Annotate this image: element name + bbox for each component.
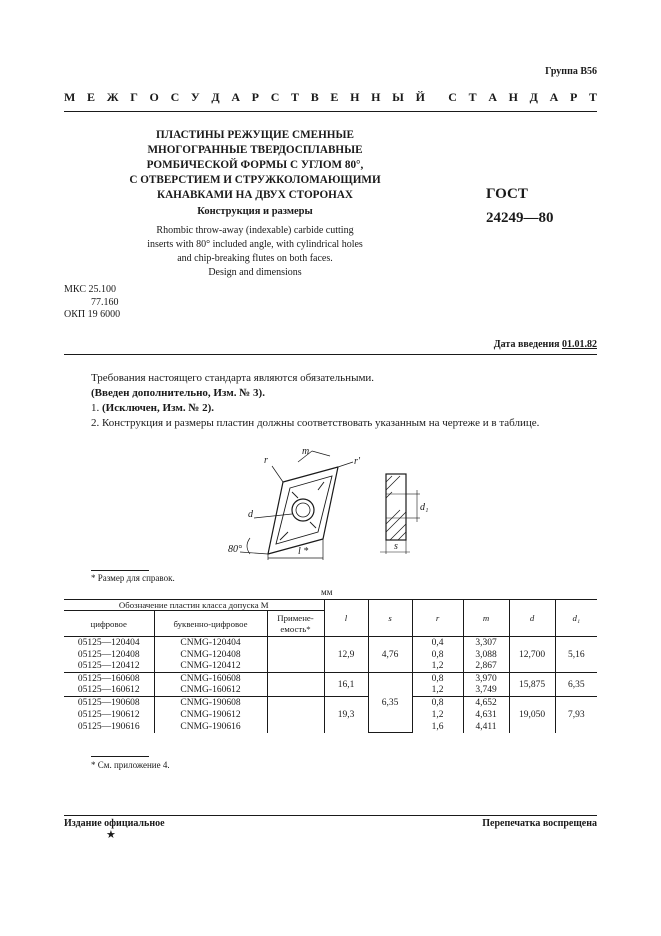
banner-letter: Й <box>415 90 425 104</box>
cell-d: 15,875 <box>509 673 555 697</box>
gost-label: ГОСТ <box>486 186 528 202</box>
label-r-prime: r' <box>354 456 361 467</box>
label-d: d <box>248 509 253 520</box>
cell-r: 0,8 <box>412 649 463 661</box>
cell-applicability <box>267 673 324 685</box>
banner-letter: Н <box>508 90 518 104</box>
cell-alnum: CNMG-120412 <box>154 661 267 673</box>
cell-digital: 05125—160608 <box>77 673 140 684</box>
cell-alnum: CNMG-190616 <box>154 721 267 733</box>
cell-digital: 05125—120404 <box>77 637 140 648</box>
label-angle: 80° <box>228 544 242 555</box>
paragraph-item-1 <box>91 402 214 414</box>
banner-letter: Ы <box>392 90 404 104</box>
footnote-size-ref: * Размер для справок. <box>91 573 175 583</box>
cell-l: 19,3 <box>324 697 368 733</box>
cell-r: 1,2 <box>412 661 463 673</box>
banner-letter: С <box>170 90 180 104</box>
cell-m: 4,411 <box>463 721 509 733</box>
gost-number: 24249—80 <box>486 210 554 226</box>
dimensions-table <box>64 599 597 733</box>
paragraph-mandatory: Требования настоящего стандарта являются обязательными. <box>91 372 375 384</box>
insert-outline <box>268 467 338 554</box>
cell-digital: 05125—160612 <box>64 685 154 697</box>
banner-letter: С <box>270 90 280 104</box>
footnote-appendix: * См. приложение 4. <box>91 760 170 770</box>
table-row <box>64 673 597 685</box>
okp-code: ОКП 19 6000 <box>64 309 121 320</box>
label-l: l * <box>298 546 309 557</box>
intro-date <box>494 339 597 350</box>
standard-banner <box>64 90 597 105</box>
banner-letter: Ж <box>106 90 119 104</box>
banner-letter: Г <box>130 90 138 104</box>
paragraph-item-2: 2. Конструкция и размеры пластин должны соответствовать указанным на чертеже и в таблице. <box>91 417 540 429</box>
insert-side-view <box>386 474 406 540</box>
banner-letter: Д <box>529 90 538 104</box>
cell-applicability <box>267 637 324 649</box>
header-d: d <box>509 600 555 637</box>
cell-r: 1,2 <box>412 685 463 697</box>
cell-l: 16,1 <box>324 673 368 697</box>
cell-digital: 05125—190616 <box>77 721 140 732</box>
label-d1: d₁ <box>420 502 429 513</box>
banner-letter: А <box>549 90 559 104</box>
banner-rule <box>64 111 597 112</box>
cell-m: 3,088 <box>463 649 509 661</box>
banner-letter: Д <box>211 90 220 104</box>
cell-r: 0,4 <box>412 637 463 649</box>
banner-letter: Н <box>371 90 381 104</box>
banner-letter: Е <box>87 90 96 104</box>
cell-d: 12,700 <box>509 637 555 673</box>
cell-l: 12,9 <box>324 637 368 673</box>
intro-date-value: 01.01.82 <box>562 339 597 350</box>
reprint-notice: Перепечатка воспрещена <box>482 818 597 829</box>
label-m: m <box>302 446 310 457</box>
cell-m: 4,631 <box>463 709 509 721</box>
star-icon: ★ <box>106 829 116 841</box>
cell-applicability <box>267 685 324 697</box>
title-line: С ОТВЕРСТИЕМ И СТРУЖКОЛОМАЮЩИМИ <box>129 174 381 186</box>
cell-r: 0,8 <box>412 673 463 685</box>
table-row <box>64 637 597 649</box>
cell-m: 4,652 <box>463 697 509 709</box>
english-line: Rhombic throw-away (indexable) carbide cutting <box>156 225 354 236</box>
official-edition: Издание официальное <box>64 818 165 829</box>
cell-m: 3,749 <box>463 685 509 697</box>
insert-drawing <box>220 442 450 564</box>
cell-alnum: CNMG-120404 <box>154 637 267 649</box>
cell-alnum: CNMG-160608 <box>154 673 267 685</box>
paragraph-amendment: (Введен дополнительно, Изм. № 3). <box>91 387 265 399</box>
cell-digital: 05125—190612 <box>77 709 140 720</box>
cell-d1: 5,16 <box>555 637 597 673</box>
cell-d1: 7,93 <box>555 697 597 733</box>
cell-r: 1,2 <box>412 709 463 721</box>
title-line: РОМБИЧЕСКОЙ ФОРМЫ С УГЛОМ 80°, <box>146 159 364 171</box>
header-applicability: Примене- емость* <box>267 611 324 637</box>
header-l: l <box>324 600 368 637</box>
header-s: s <box>368 600 412 637</box>
cell-m: 2,867 <box>463 661 509 673</box>
banner-letter: А <box>488 90 497 104</box>
classification-codes <box>64 284 120 322</box>
banner-letter: Р <box>569 90 578 104</box>
cell-r: 0,8 <box>412 697 463 709</box>
chip-breaker-lines <box>280 482 324 540</box>
header-d1: d₁ <box>555 600 597 637</box>
title-line: КАНАВКАМИ НА ДВУХ СТОРОНАХ <box>156 189 354 201</box>
title-line: МНОГОГРАННЫЕ ТВЕРДОСПЛАВНЫЕ <box>147 144 363 156</box>
unit-label: мм <box>321 587 333 597</box>
english-line: inserts with 80° included angle, with cylindrical holes <box>147 239 363 250</box>
header-designation: Обозначение пластин класса допуска М <box>64 600 324 611</box>
banner-letter: Т <box>588 90 597 104</box>
group-code: Группа В56 <box>545 66 597 77</box>
header-digital: цифровое <box>64 611 154 637</box>
item-1-number: 1. <box>91 402 100 414</box>
insert-hole <box>292 499 314 521</box>
english-line: and chip-breaking flutes on both faces. <box>177 253 333 264</box>
intro-date-label: Дата введения <box>493 339 560 350</box>
header-m: m <box>463 600 509 637</box>
item-1-text: (Исключен, Изм. № 2). <box>102 402 215 414</box>
english-title <box>120 224 390 280</box>
cell-alnum: CNMG-190612 <box>154 709 267 721</box>
cell-digital: 05125—190608 <box>77 697 140 708</box>
side-view-hatching <box>386 476 406 540</box>
table-row <box>64 697 597 709</box>
cell-alnum: CNMG-190608 <box>154 697 267 709</box>
cell-applicability <box>267 649 324 661</box>
footer-rule <box>64 815 597 816</box>
banner-letter: Н <box>350 90 360 104</box>
mks-code: МКС 25.100 <box>64 284 116 295</box>
date-rule <box>64 354 597 355</box>
header-r: r <box>412 600 463 637</box>
cell-digital: 05125—120408 <box>77 649 140 660</box>
banner-letter: Е <box>330 90 339 104</box>
label-r: r <box>264 455 268 466</box>
banner-letter: Р <box>251 90 260 104</box>
banner-letter: В <box>310 90 319 104</box>
header-alnum: буквенно-цифровое <box>154 611 267 637</box>
cell-applicability <box>267 709 324 721</box>
banner-letter: Т <box>468 90 477 104</box>
cell-d: 19,050 <box>509 697 555 733</box>
title-line: ПЛАСТИНЫ РЕЖУЩИЕ СМЕННЫЕ <box>156 129 354 141</box>
english-line: Design and dimensions <box>208 267 302 278</box>
cell-applicability <box>267 697 324 709</box>
banner-letter: У <box>190 90 200 104</box>
cell-r: 1,6 <box>412 721 463 733</box>
banner-letter: Т <box>291 90 300 104</box>
mks-code-2: 77.160 <box>91 296 119 308</box>
cell-m: 3,970 <box>463 673 509 685</box>
document-title <box>120 128 390 203</box>
cell-alnum: CNMG-120408 <box>154 649 267 661</box>
document-subtitle: Конструкция и размеры <box>197 206 313 217</box>
cell-s: 6,35 <box>368 673 412 733</box>
cell-applicability <box>267 661 324 673</box>
insert-hole-inner <box>296 503 310 517</box>
cell-digital: 05125—120412 <box>64 661 154 673</box>
banner-letter: М <box>64 90 76 104</box>
footnote-rule <box>91 570 149 571</box>
cell-s: 4,76 <box>368 637 412 673</box>
cell-alnum: CNMG-160612 <box>154 685 267 697</box>
cell-d1: 6,35 <box>555 673 597 697</box>
banner-letter: А <box>231 90 240 104</box>
cell-m: 3,307 <box>463 637 509 649</box>
cell-applicability <box>267 721 324 733</box>
footnote-rule-2 <box>91 756 149 757</box>
label-s: s <box>394 541 398 552</box>
banner-letter: С <box>448 90 457 104</box>
banner-letter: О <box>149 90 159 104</box>
